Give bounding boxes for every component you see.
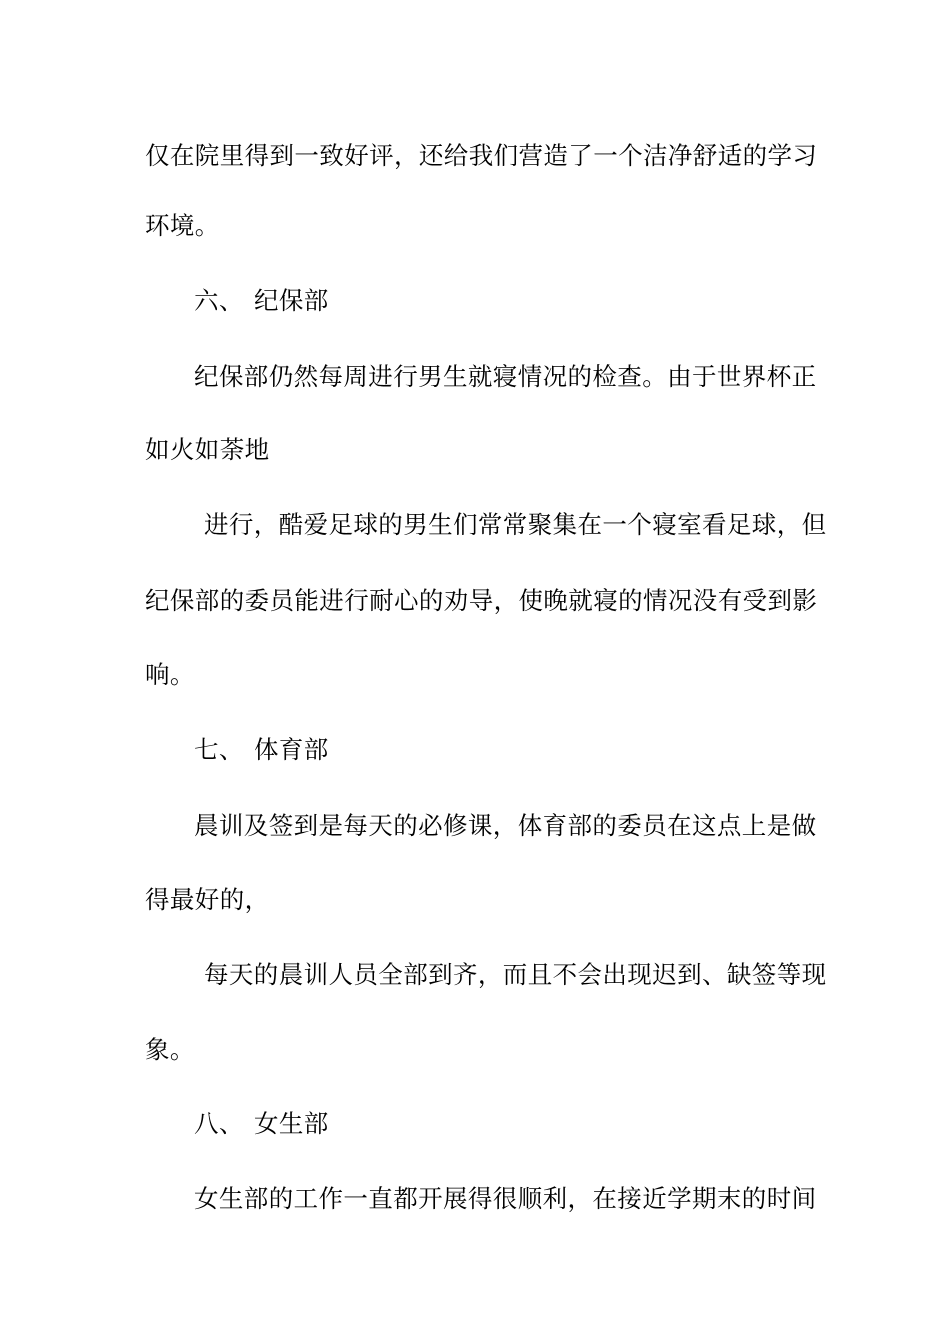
paragraph-line: 得最好的， (145, 885, 270, 914)
paragraph-line: 每天的晨训人员全部到齐，而且不会出现迟到、缺签等现 (204, 960, 827, 989)
paragraph-line: 女生部的工作一直都开展得很顺利，在接近学期末的时间 (194, 1184, 817, 1213)
section-heading-sports (194, 733, 329, 767)
paragraph-line: 象。 (145, 1035, 195, 1064)
paragraph-line: 纪保部仍然每周进行男生就寝情况的检查。由于世界杯正 (194, 362, 817, 391)
section-number: 七、 (194, 735, 244, 764)
paragraph-line: 环境。 (145, 211, 220, 240)
section-title: 女生部 (254, 1109, 329, 1138)
section-title: 体育部 (254, 735, 329, 764)
paragraph-line: 响。 (145, 660, 195, 689)
paragraph-line: 晨训及签到是每天的必修课，体育部的委员在这点上是做 (194, 811, 817, 840)
section-number: 八、 (194, 1109, 244, 1138)
paragraph-line: 纪保部的委员能进行耐心的劝导，使晚就寝的情况没有受到影 (145, 586, 818, 615)
paragraph-line: 进行，酷爱足球的男生们常常聚集在一个寝室看足球，但 (204, 510, 827, 539)
section-heading-female (194, 1107, 329, 1141)
section-title: 纪保部 (254, 286, 329, 315)
section-number: 六、 (194, 286, 244, 315)
section-heading-discipline (194, 284, 329, 318)
paragraph-line: 仅在院里得到一致好评，还给我们营造了一个洁净舒适的学习 (145, 141, 818, 170)
paragraph-line: 如火如荼地 (145, 435, 270, 464)
